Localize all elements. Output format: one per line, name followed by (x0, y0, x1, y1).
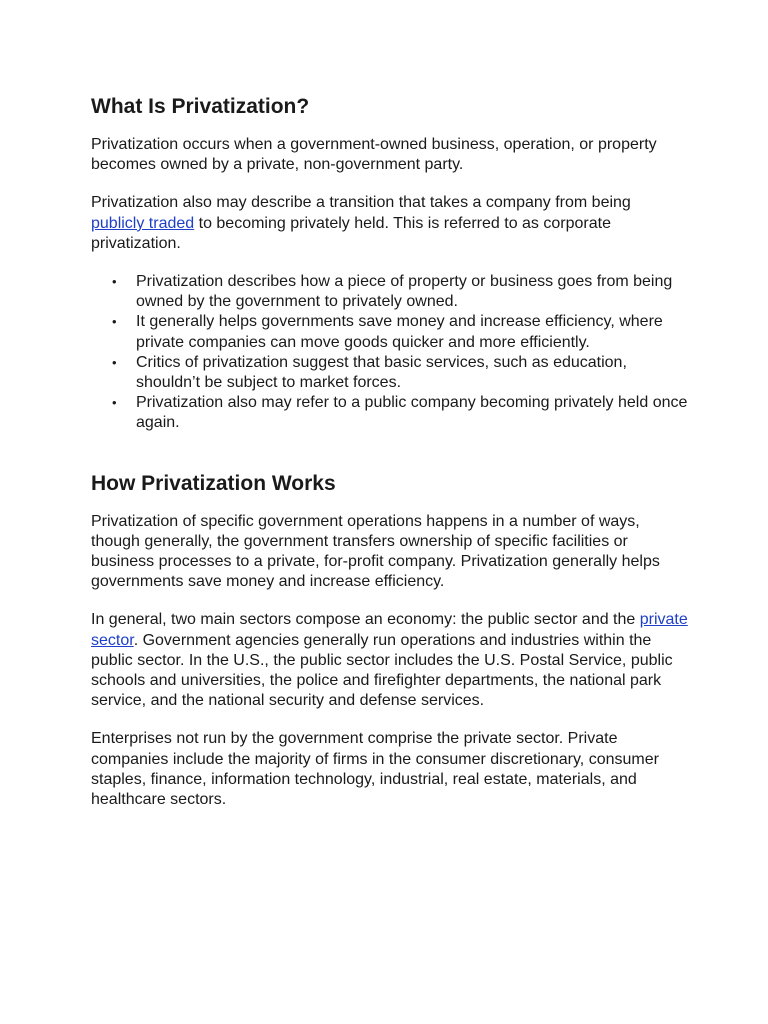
bullet-icon: • (112, 354, 117, 370)
paragraph-how-it-works: Privatization of specific government operations happens in a number of ways, though generally, the government transfers ownership of specific facilities or business processes to a private, for-profit company. Privatization generally helps governments save money and increase efficiency. (91, 512, 660, 591)
list-item-text: Privatization describes how a piece of property or business goes from being owned by the government to privately owned. (136, 273, 673, 311)
publicly-traded-link[interactable]: publicly traded (91, 214, 195, 232)
list-item (112, 353, 688, 393)
list-item (112, 393, 688, 433)
list-item-text: It generally helps governments save money and increase efficiency, where private companies can move goods quicker and more efficiently. (136, 313, 663, 351)
paragraph-text: . Government agencies generally run operations and industries within the public sector. In the U.S., the public sector includes the U.S. Postal Service, public schools and universities, the police and firefighter departments, the national park service, and the national security and defense services. (91, 631, 673, 710)
bullet-icon: • (112, 395, 117, 411)
section-title-how-privatization-works: How Privatization Works (91, 471, 336, 495)
paragraph-text: Privatization also may describe a transition that takes a company from being (91, 194, 631, 212)
key-takeaways-list (91, 272, 688, 434)
list-item-text: Privatization also may refer to a public company becoming privately held once again. (136, 394, 688, 432)
paragraph-text: In general, two main sectors compose an economy: the public sector and the (91, 611, 640, 629)
paragraph-corporate-privatization (91, 193, 688, 254)
bullet-icon: • (112, 274, 117, 290)
list-item (112, 312, 688, 352)
list-item-text: Critics of privatization suggest that basic services, such as education, shouldn’t be subject to market forces. (136, 353, 627, 392)
paragraph-economic-sectors (91, 610, 688, 711)
section-title-what-is-privatization: What Is Privatization? (91, 95, 310, 118)
bullet-icon: • (112, 314, 117, 330)
paragraph-text: to becoming privately held. This is referred to as corporate privatization. (91, 214, 611, 252)
paragraph-definition: Privatization occurs when a government-owned business, operation, or property becomes owned by a private, non-government party. (91, 136, 657, 174)
list-item (112, 272, 688, 312)
paragraph-private-sector: Enterprises not run by the government comprise the private sector. Private companies include the majority of firms in the consumer discretionary, consumer staples, finance, information technology, industrial, real estate, materials, and healthcare sectors. (91, 730, 659, 809)
private-sector-link[interactable]: private sector (91, 611, 688, 649)
